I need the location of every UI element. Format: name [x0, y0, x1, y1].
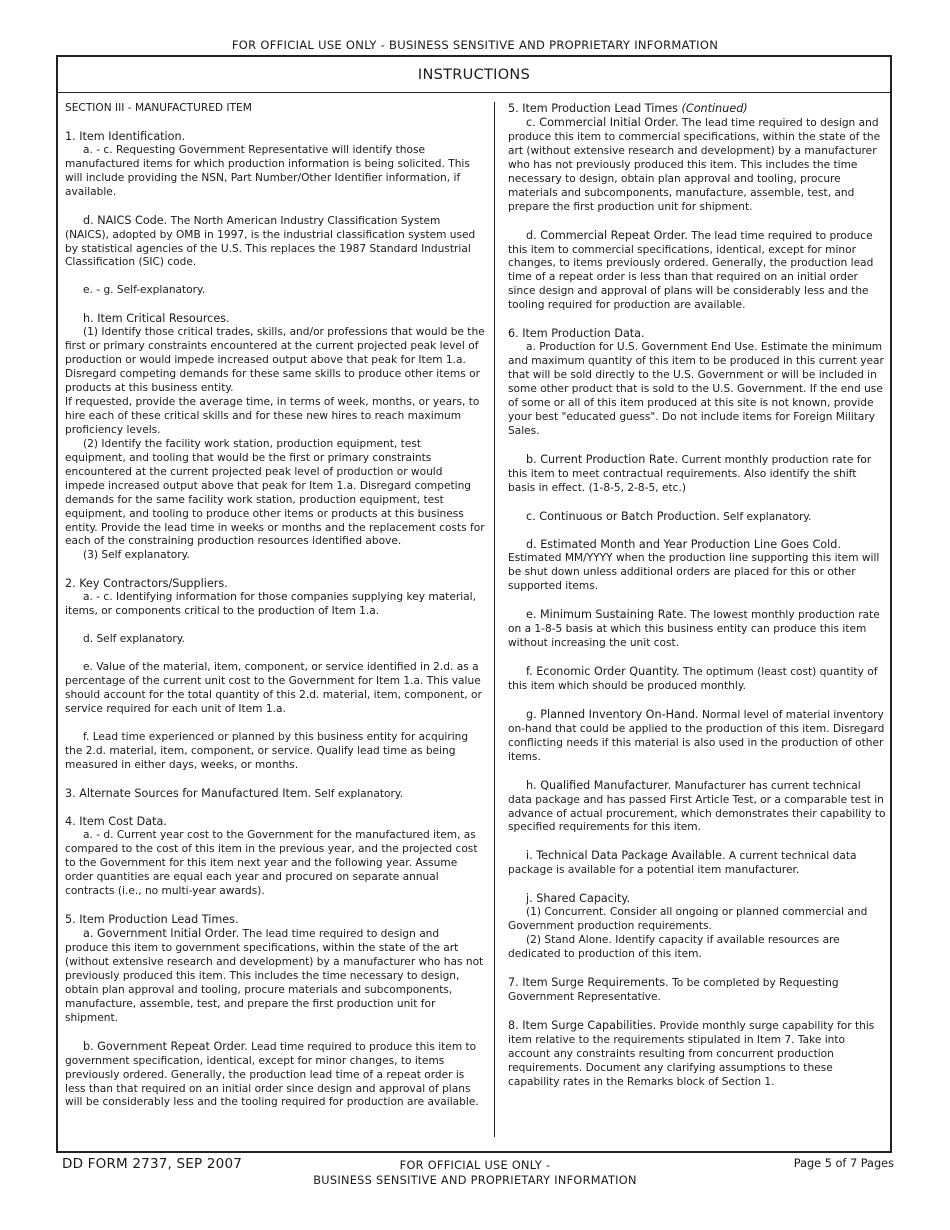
page-number: Page 5 of 7 Pages — [793, 1157, 894, 1170]
item-6-g-body: Normal level of material inventory on-hand that could be applied to the production of this item. Disregard conflicting needs if this material is also used in the production of other items. — [508, 708, 885, 763]
column-divider — [494, 102, 495, 1137]
item-5-b-heading: b. Government Repeat Order. — [83, 1039, 248, 1053]
item-5-a-body: The lead time required to design and produce this item to government specifications, within the state of the art (without extensive research and development) by a manufacturer who has not previously produced this item. This includes the time necessary to design, obtain plan approval and tooling, procure materials and subcomponents, manufacture, assemble, test, and prepare the first production unit for shipment. — [65, 928, 484, 1024]
item-6-i — [508, 849, 886, 878]
item-6-j-heading: j. Shared Capacity. — [526, 892, 631, 906]
item-2-e: e. Value of the material, item, component, or service identified in 2.d. as a percentage of the current unit cost to the Government for Item 1.a. This value should account for the total quantity of this 2.d. material, item, component, or service required for each unit of Item 1.a. — [65, 661, 482, 715]
item-1-d-body: The North American Industry Classification System (NAICS), adopted by OMB in 1997, is the industrial classification system used by statistical agencies of the U.S. This replaces the 1987 Standard Industrial Classification (SIC) code. — [65, 214, 476, 269]
item-6-e-heading: e. Minimum Sustaining Rate. — [526, 608, 687, 622]
item-5-a — [65, 927, 485, 1026]
top-classification-banner: FOR OFFICIAL USE ONLY - BUSINESS SENSITIVE AND PROPRIETARY INFORMATION — [231, 38, 719, 52]
item-6-i-heading: i. Technical Data Package Available. — [526, 849, 726, 863]
item-6-i-body: A current technical data package is available for a potential item manufacturer. — [508, 850, 857, 877]
item-6-h-body: Manufacturer has current technical data package and has passed First Article Test, or a comparable test in advance of actual procurement, which demonstrates their capability to specified requirements for this item. — [508, 779, 886, 834]
instructions-frame — [56, 55, 892, 1153]
item-6-d-heading: d. Estimated Month and Year Production Line Goes Cold. — [526, 538, 841, 552]
item-6-a: a. Production for U.S. Government End Use. Estimate the minimum and maximum quantity of this item to be produced in this current year that will be sold directly to the U.S. Government or will be included in some other product that is sold to the U.S. Government. If the end use of some or all of this item produced at this site is not known, provide your best "educated guess". Do not include items for Foreign Military Sales. — [508, 341, 884, 437]
item-5-a-heading: a. Government Initial Order. — [83, 927, 240, 941]
footer-classification — [250, 1159, 700, 1188]
item-1-d — [65, 214, 485, 271]
item-6-f-heading: f. Economic Order Quantity. — [526, 665, 680, 679]
item-6-c-heading: c. Continuous or Batch Production. — [526, 509, 720, 523]
item-4-a: a. - d. Current year cost to the Government for the manufactured item, as compared to the cost of this item in the previous year, and the projected cost to the Government for this item next year and the following year. Assume order quantities are equal each year and procured on separate annual contracts (i.e., no multi-year awards). — [65, 829, 478, 898]
item-6-c-body: Self explanatory. — [719, 510, 812, 523]
item-1-h-1: (1) Identify those critical trades, skills, and/or professions that would be the first or primary constraints encountered at the current projected peak level of production or would impede increased output above that peak for Item 1.a. Disregard competing demands for these same skills to produce other items or products at this business entity. — [65, 326, 485, 394]
item-6-h — [508, 779, 886, 836]
item-6-d-body: Estimated MM/YYYY when the production line supporting this item will be shut down unless additional orders are placed for this or other supported items. — [508, 552, 880, 593]
item-6-e-body: The lowest monthly production rate on a 1-8-5 basis at which this business entity can produce this item without increasing the unit cost. — [508, 609, 880, 650]
item-6-f-body: The optimum (least cost) quantity of this item which should be produced monthly. — [508, 666, 878, 692]
item-1-heading: 1. Item Identification. — [65, 129, 186, 143]
continued-note: (Continued) — [681, 102, 748, 115]
item-6-e — [508, 608, 886, 651]
item-8 — [508, 1019, 886, 1090]
item-5-continued-label: 5. Item Production Lead Times — [508, 102, 682, 115]
item-6-g — [508, 708, 886, 765]
item-5-b-body: Lead time required to produce this item to government specification, identical, except for minor changes, to items previously ordered. Generally, the production lead time of a repeat order is less than that required on an initial order since design and approval of plans will be considerably less and the tooling required for production are available. — [65, 1040, 479, 1109]
form-identifier: DD FORM 2737, SEP 2007 — [62, 1156, 243, 1172]
item-5-d-heading: d. Commercial Repeat Order. — [526, 228, 688, 242]
item-5-heading: 5. Item Production Lead Times. — [65, 913, 239, 927]
item-7-heading: 7. Item Surge Requirements. — [508, 975, 669, 989]
item-5-d-body: The lead time required to produce this item to commercial specifications, identical, except for minor changes, to items previously ordered. Generally, the production lead time of a repeat order is less than that required on an initial order since design and approval of plans will be considerably less and the tooling required for production are available. — [508, 229, 874, 312]
item-6-c — [508, 510, 886, 525]
item-6-j-1: (1) Concurrent. Consider all ongoing or planned commercial and Government production requirements. — [508, 906, 868, 933]
footer-classification-line-1: FOR OFFICIAL USE ONLY - — [399, 1159, 551, 1172]
footer-classification-line-2: BUSINESS SENSITIVE AND PROPRIETARY INFORMATION — [313, 1173, 637, 1187]
item-1-h-1b: If requested, provide the average time, in terms of week, months, or years, to hire each of these critical skills and for these new hires to reach maximum proficiency levels. — [65, 395, 480, 436]
item-1-h-2: (2) Identify the facility work station, production equipment, test equipment, and tooling that would be the first or primary constraints encountered at the current projected peak level of production or would impede increased output above that peak for Item 1.a. Disregard competing demands for the same facility work station, production equipment, test equipment, and tooling to produce other items or products at this business entity. Provide the lead time in weeks or months and the replacement costs for each of the constraining production resources identified above. — [65, 437, 485, 548]
item-7-body: To be completed by Requesting Government Representative. — [508, 976, 839, 1003]
item-6-h-heading: h. Qualified Manufacturer. — [526, 778, 672, 792]
item-8-body: Provide monthly surge capability for this item relative to the requirements stipulated in Item 7. Take into account any constraints resulting from concurrent production requirements. Document any clarifying assumptions to these capability rates in the Remarks block of Section 1. — [508, 1019, 875, 1088]
item-5-d — [508, 229, 886, 314]
item-1-d-heading: d. NAICS Code. — [83, 213, 168, 227]
item-7 — [508, 976, 886, 1005]
item-2-d: d. Self explanatory. — [83, 633, 185, 646]
left-column — [65, 102, 485, 1110]
item-1-a: a. - c. Requesting Government Representative will identify those manufactured items for which production information is being solicited. This will include providing the NSN, Part Number/Other Identifier information, if available. — [65, 143, 470, 198]
item-3-body: Self explanatory. — [311, 787, 403, 800]
item-2-heading: 2. Key Contractors/Suppliers. — [65, 577, 228, 591]
item-3-heading: 3. Alternate Sources for Manufactured Item. — [65, 786, 312, 800]
item-6-f — [508, 665, 886, 694]
item-6-b-body: Current monthly production rate for this item to meet contractual requirements. Also identify the shift basis in effect. (1-8-5, 2-8-5, etc.) — [508, 453, 872, 494]
item-5-c-heading: c. Commercial Initial Order. — [526, 115, 679, 129]
page-title: INSTRUCTIONS — [58, 57, 890, 93]
item-6-g-heading: g. Planned Inventory On-Hand. — [526, 707, 699, 721]
item-4-heading: 4. Item Cost Data. — [65, 815, 167, 829]
item-8-heading: 8. Item Surge Capabilities. — [508, 1018, 657, 1032]
item-1-h-heading: h. Item Critical Resources. — [83, 312, 230, 326]
item-5-b — [65, 1040, 485, 1111]
item-1-h-3: (3) Self explanatory. — [83, 549, 190, 562]
item-5-c — [508, 116, 886, 215]
item-6-b-heading: b. Current Production Rate. — [526, 452, 679, 466]
item-6-j-2: (2) Stand Alone. Identify capacity if available resources are dedicated to production of this item. — [508, 934, 840, 961]
right-column — [508, 102, 886, 1090]
item-5-c-body: The lead time required to design and produce this item to commercial specifications, within the state of the art (without extensive research and development) by a manufacturer who has not previously produced this item. This includes the time necessary to design, obtain plan approval and tooling, procure materials and subcomponents, manufacture, assemble, test, and prepare the first production unit for shipment. — [508, 116, 881, 213]
section-heading: SECTION III - MANUFACTURED ITEM — [65, 102, 252, 114]
item-2-a: a. - c. Identifying information for those companies supplying key material, items, or components critical to the production of Item 1.a. — [65, 591, 476, 618]
item-6-heading: 6. Item Production Data. — [508, 327, 645, 341]
item-5-continued-heading — [508, 102, 886, 116]
item-2-f: f. Lead time experienced or planned by this business entity for acquiring the 2.d. material, item, component, or service. Qualify lead time as being measured in either days, weeks, or months. — [65, 730, 469, 771]
item-3 — [65, 787, 485, 802]
item-6-b — [508, 453, 886, 496]
item-1-e: e. - g. Self-explanatory. — [83, 284, 206, 297]
